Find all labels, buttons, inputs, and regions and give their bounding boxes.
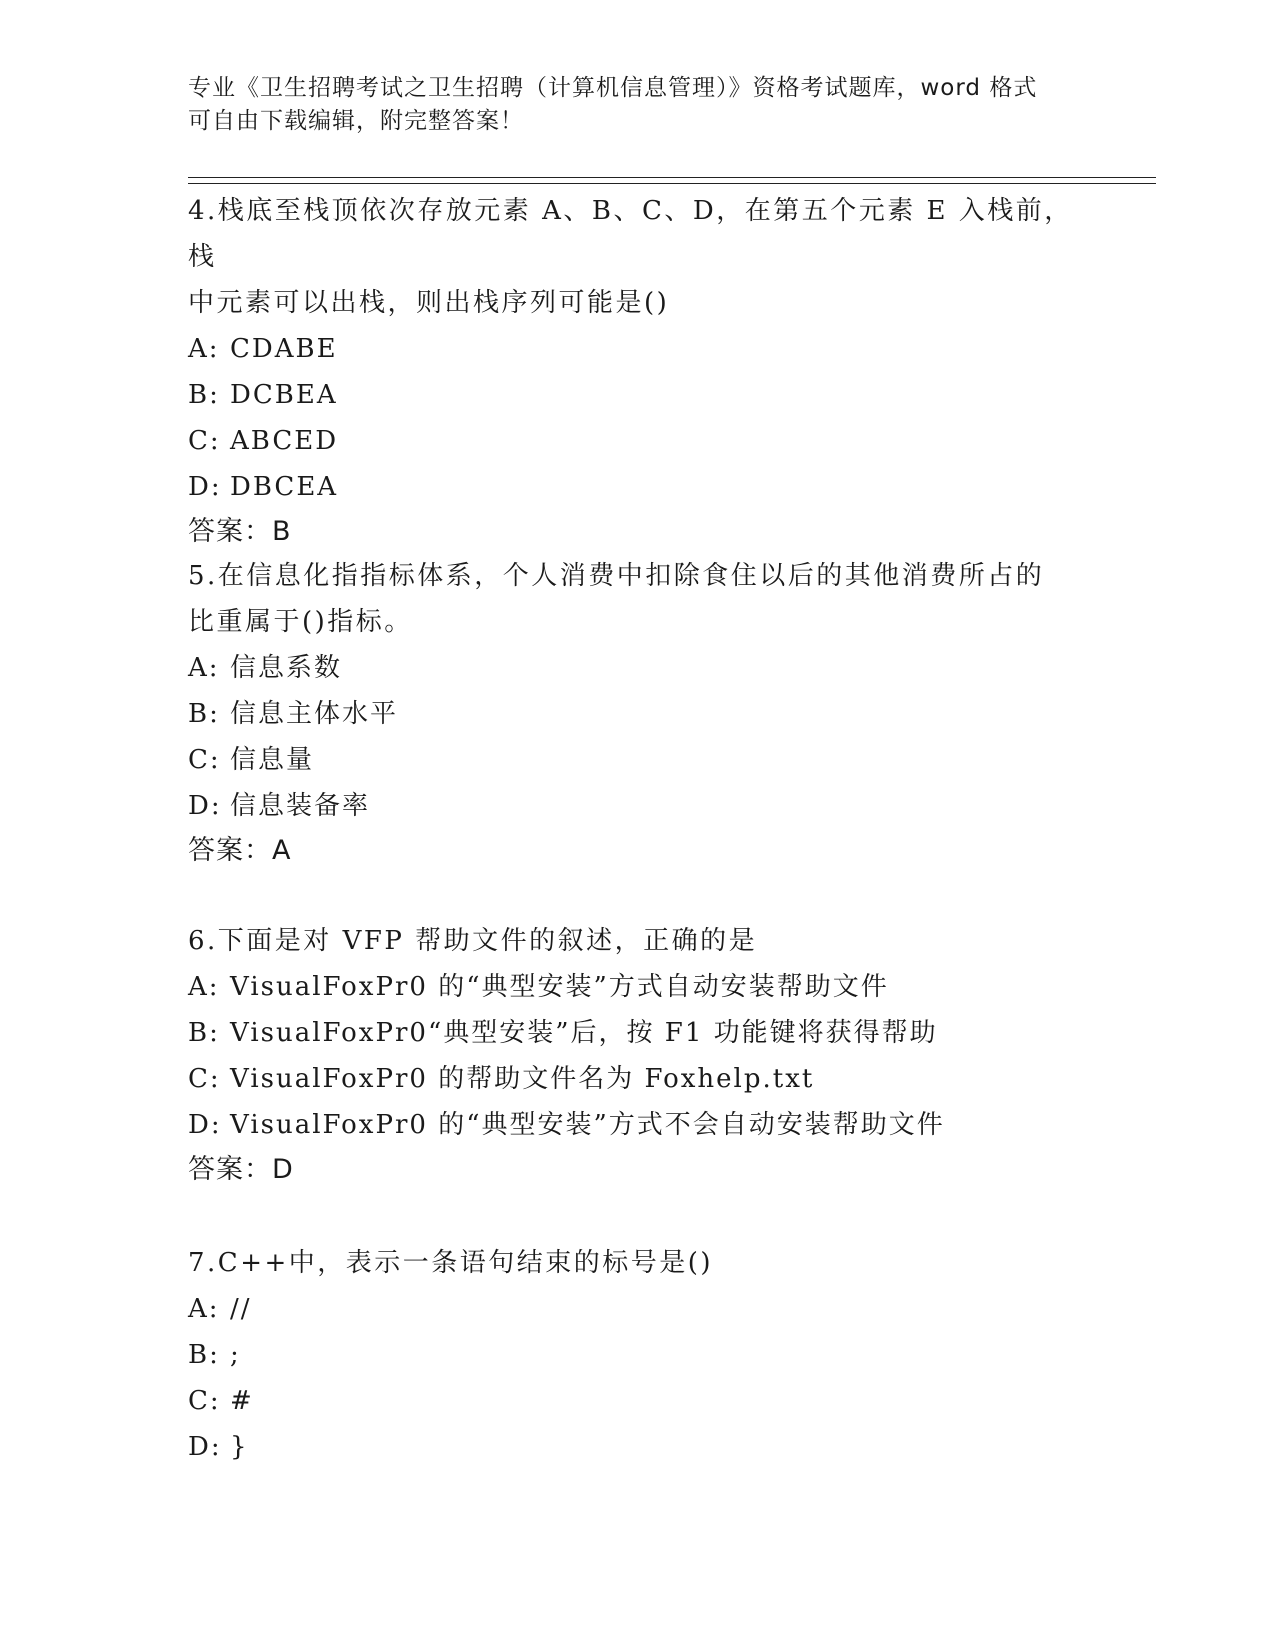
option-key: A:: [188, 972, 220, 1002]
option-key: D:: [188, 1110, 222, 1140]
option-key: D:: [188, 791, 222, 821]
option-text: ;: [230, 1340, 241, 1370]
header-divider-bottom: [188, 183, 1156, 184]
option-text: 信息装备率: [230, 791, 371, 821]
option-c: [188, 1056, 1088, 1102]
question-stem-line: 比重属于()指标。: [188, 607, 413, 637]
option-key: C:: [188, 426, 221, 456]
answer-line: 答案：D: [188, 1154, 294, 1185]
option-text: CDABE: [230, 334, 338, 364]
option-b: [188, 1010, 1088, 1056]
question-stem-line: 中元素可以出栈，则出栈序列可能是(): [188, 288, 670, 318]
option-key: B:: [188, 1018, 220, 1048]
question-4: [188, 188, 1088, 554]
option-a: [188, 326, 1088, 372]
answer-line: 答案：A: [188, 835, 292, 866]
question-stem: [188, 918, 1088, 964]
option-key: A:: [188, 334, 220, 364]
option-key: A:: [188, 653, 220, 683]
option-text: 信息量: [230, 745, 315, 775]
question-stem-line: 7.C++中，表示一条语句结束的标号是(): [188, 1248, 714, 1278]
option-c: [188, 1378, 1088, 1424]
option-a: [188, 645, 1088, 691]
question-stem-line: 4.栈底至栈顶依次存放元素 A、B、C、D，在第五个元素 E 入栈前，栈: [188, 196, 1073, 272]
header-divider-top: [188, 177, 1156, 178]
option-b: [188, 372, 1088, 418]
option-d: [188, 783, 1088, 829]
option-text: //: [230, 1294, 252, 1324]
option-key: C:: [188, 1064, 221, 1094]
option-a: [188, 1286, 1088, 1332]
option-key: C:: [188, 745, 221, 775]
question-5: [188, 553, 1088, 873]
option-key: C:: [188, 1386, 221, 1416]
question-6: [188, 918, 1088, 1192]
option-key: D:: [188, 1432, 222, 1462]
answer-line: 答案：B: [188, 516, 292, 547]
question-stem-line: 6.下面是对 VFP 帮助文件的叙述，正确的是: [188, 926, 758, 956]
option-text: VisualFoxPr0 的帮助文件名为 Foxhelp.txt: [230, 1064, 815, 1094]
option-text: 信息系数: [230, 653, 343, 683]
question-stem: [188, 553, 1088, 645]
option-c: [188, 737, 1088, 783]
option-key: A:: [188, 1294, 220, 1324]
option-text: 信息主体水平: [230, 699, 399, 729]
option-c: [188, 418, 1088, 464]
option-d: [188, 1424, 1088, 1470]
option-text: VisualFoxPr0 的“典型安装”方式自动安装帮助文件: [230, 972, 889, 1002]
option-b: [188, 691, 1088, 737]
option-key: B:: [188, 380, 220, 410]
question-7: [188, 1240, 1088, 1470]
option-key: B:: [188, 699, 220, 729]
option-text: ABCED: [230, 426, 339, 456]
option-d: [188, 464, 1088, 510]
option-text: VisualFoxPr0 的“典型安装”方式不会自动安装帮助文件: [230, 1110, 945, 1140]
document-header: [188, 72, 1068, 138]
question-stem: [188, 1240, 1088, 1286]
option-text: DBCEA: [230, 472, 339, 502]
question-stem-line: 5.在信息化指指标体系，个人消费中扣除食住以后的其他消费所占的: [188, 561, 1045, 591]
header-line-1: 专业《卫生招聘考试之卫生招聘（计算机信息管理）》资格考试题库，word 格式: [188, 75, 1038, 101]
option-d: [188, 1102, 1088, 1148]
option-text: DCBEA: [230, 380, 338, 410]
question-stem: [188, 188, 1088, 326]
option-b: [188, 1332, 1088, 1378]
option-a: [188, 964, 1088, 1010]
option-text: VisualFoxPr0“典型安装”后，按 F1 功能键将获得帮助: [230, 1018, 938, 1048]
option-key: B:: [188, 1340, 220, 1370]
option-text: #: [230, 1386, 254, 1416]
option-key: D:: [188, 472, 222, 502]
header-line-2: 可自由下载编辑，附完整答案！: [188, 108, 524, 134]
option-text: }: [230, 1432, 249, 1462]
